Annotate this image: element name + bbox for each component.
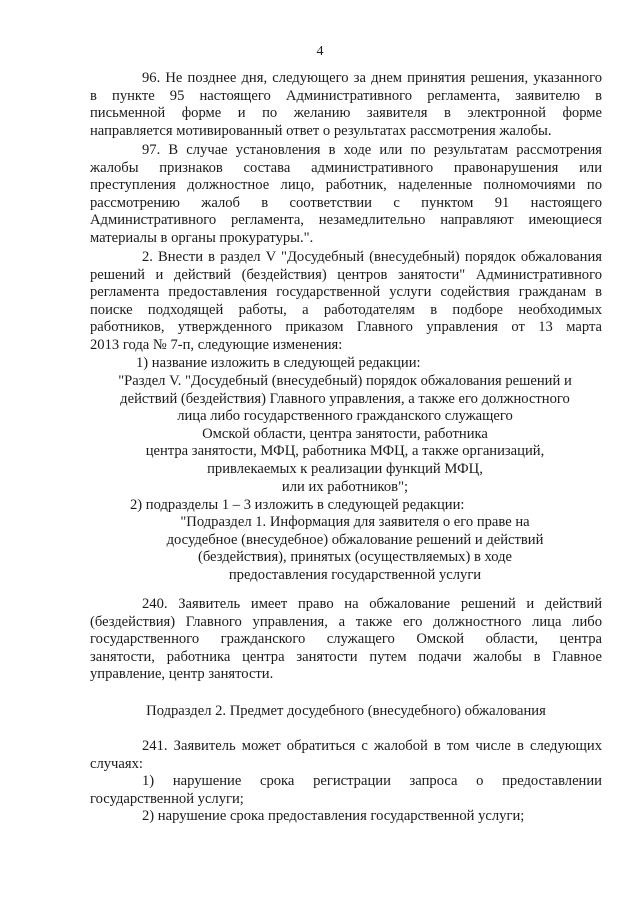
text-line: рассмотрению жалоб в соответствии с пунктом 91 настоящего	[90, 194, 602, 211]
text-line: центра занятости, МФЦ, работника МФЦ, а также организаций,	[145, 443, 545, 460]
text-line: действий (бездействия) Главного управления, а также его должностного	[120, 390, 570, 407]
text-line: "Подраздел 1. Информация для заявителя о его праве на	[180, 514, 530, 530]
text-line: государственного гражданского служащего Омской области, центра	[90, 631, 602, 648]
paragraph-96	[90, 70, 602, 140]
text-line: (бездействия), принятых (осуществляемых) в ходе	[197, 549, 513, 566]
text-line: поиске подходящей работы, а работодателям в подборе необходимых	[90, 301, 602, 318]
text-line: решений и действий (бездействия) центров занятости" Административного	[90, 266, 602, 283]
text-line: 241. Заявитель может обратиться с жалобой в том числе в следующих	[142, 738, 602, 754]
text-line: 240. Заявитель имеет право на обжалование решений и действий	[142, 596, 602, 612]
list-item-1	[90, 355, 602, 373]
text-line: лица либо государственного гражданского служащего	[177, 408, 513, 425]
text-line: 96. Не позднее дня, следующего за днем принятия решения, указанного	[142, 70, 602, 86]
text-line: Административного регламента, незамедлительно направляют имеющиеся	[90, 212, 602, 229]
paragraph-241-item-2	[90, 808, 602, 826]
section-v-title	[80, 373, 610, 496]
paragraph-97	[90, 142, 602, 248]
text-line: преступления должностное лицо, работник, наделенные полномочиями по	[90, 177, 602, 194]
text-line: направляется мотивированный ответ о результатах рассмотрения жалобы.	[90, 122, 552, 139]
text-line: письменной форме и по желанию заявителя в электронной форме	[90, 105, 602, 122]
text-line: 2) нарушение срока предоставления государственной услуги;	[142, 808, 525, 824]
text-line: регламента предоставления государственной услуги содействия гражданам в	[90, 284, 602, 301]
text-line: материалы в органы прокуратуры.".	[90, 229, 314, 246]
text-line: (бездействия) Главного управления, а также его должностного лица либо	[90, 613, 602, 630]
text-line: 2. Внести в раздел V "Досудебный (внесудебный) порядок обжалования	[142, 249, 602, 265]
text-line: занятости, работника центра занятости путем подачи жалобы в Главное	[90, 648, 602, 665]
text-line: Омской области, центра занятости, работника	[202, 425, 488, 442]
text-line: досудебное (внесудебное) обжалование решений и действий	[166, 531, 544, 548]
paragraph-241-item-1	[90, 773, 602, 808]
text-line: работников, утвержденного приказом Главного управления от 13 марта	[90, 319, 602, 336]
list-item-2	[90, 497, 602, 515]
text-line: 2) подразделы 1 – 3 изложить в следующей редакции:	[130, 497, 465, 513]
text-line: случаях:	[90, 755, 143, 772]
text-line: "Раздел V. "Досудебный (внесудебный) порядок обжалования решений и	[118, 373, 572, 389]
text-line: управление, центр занятости.	[90, 666, 274, 683]
paragraph-241	[90, 738, 602, 773]
text-line: 1) название изложить в следующей редакции:	[136, 355, 421, 371]
paragraph-2	[90, 249, 602, 355]
text-line: предоставления государственной услуги	[228, 566, 482, 583]
text-line: государственной услуги;	[90, 790, 244, 807]
subsection-1-title	[110, 514, 600, 584]
subsection-2-title	[90, 703, 602, 721]
text-line: 97. В случае установления в ходе или по результатам рассмотрения	[142, 142, 602, 158]
paragraph-240	[90, 596, 602, 684]
text-line: Подраздел 2. Предмет досудебного (внесудебного) обжалования	[146, 703, 546, 719]
text-line: 1) нарушение срока регистрации запроса о предоставлении	[142, 773, 602, 789]
text-line: или их работников";	[281, 478, 409, 495]
page-number: 4	[316, 44, 324, 59]
text-line: в пункте 95 настоящего Административного регламента, заявителю в	[90, 87, 602, 104]
text-line: 2013 года № 7-п, следующие изменения:	[90, 336, 343, 353]
text-line: привлекаемых к реализации функций МФЦ,	[207, 460, 483, 477]
text-line: жалобы признаков состава административного правонарушения или	[90, 159, 602, 176]
